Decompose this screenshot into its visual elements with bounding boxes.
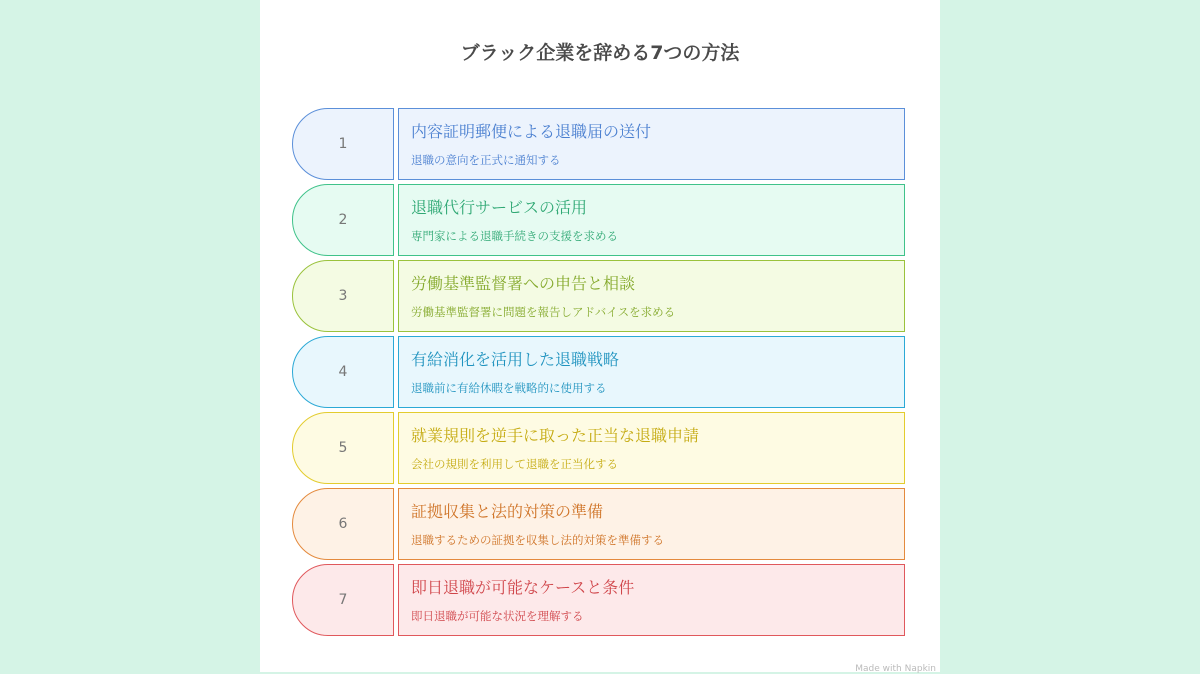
step-number-tab [292, 336, 394, 408]
step-number: 4 [338, 364, 348, 380]
step-description: 会社の規則を利用して退職を正当化する [411, 457, 618, 471]
step-box [398, 488, 905, 560]
diagram-title: ブラック企業を辞める7つの方法 [460, 42, 740, 64]
step-box [398, 108, 905, 180]
step-description: 退職前に有給休暇を戦略的に使用する [411, 381, 607, 395]
step-1 [292, 108, 906, 180]
step-heading: 証拠収集と法的対策の準備 [411, 502, 604, 521]
step-description: 専門家による退職手続きの支援を求める [411, 229, 618, 243]
step-number: 1 [338, 136, 348, 152]
step-box [398, 184, 905, 256]
step-description: 退職するための証拠を収集し法的対策を準備する [411, 533, 664, 547]
step-box [398, 260, 905, 332]
step-7 [292, 564, 906, 636]
step-6 [292, 488, 906, 560]
step-heading: 労働基準監督署への申告と相談 [411, 274, 636, 293]
step-number: 7 [338, 592, 348, 608]
step-number-tab [292, 184, 394, 256]
step-number: 5 [338, 440, 348, 456]
step-box [398, 412, 905, 484]
step-5 [292, 412, 906, 484]
diagram-card [260, 0, 940, 672]
step-number: 2 [338, 212, 348, 228]
step-number-tab [292, 108, 394, 180]
step-description: 労働基準監督署に問題を報告しアドバイスを求める [411, 305, 676, 319]
step-heading: 退職代行サービスの活用 [411, 198, 588, 217]
step-number-tab [292, 488, 394, 560]
step-heading: 有給消化を活用した退職戦略 [411, 350, 620, 369]
step-2 [292, 184, 906, 256]
step-number-tab [292, 412, 394, 484]
step-heading: 内容証明郵便による退職届の送付 [411, 122, 652, 141]
step-3 [292, 260, 906, 332]
step-4 [292, 336, 906, 408]
step-number-tab [292, 564, 394, 636]
step-number-tab [292, 260, 394, 332]
step-heading: 就業規則を逆手に取った正当な退職申請 [411, 426, 700, 445]
napkin-credit: Made with Napkin [855, 664, 936, 674]
step-description: 即日退職が可能な状況を理解する [411, 609, 584, 623]
step-number: 6 [338, 516, 348, 532]
step-box [398, 564, 905, 636]
step-description: 退職の意向を正式に通知する [411, 153, 561, 167]
step-heading: 即日退職が可能なケースと条件 [411, 578, 635, 597]
step-box [398, 336, 905, 408]
step-number: 3 [338, 288, 348, 304]
